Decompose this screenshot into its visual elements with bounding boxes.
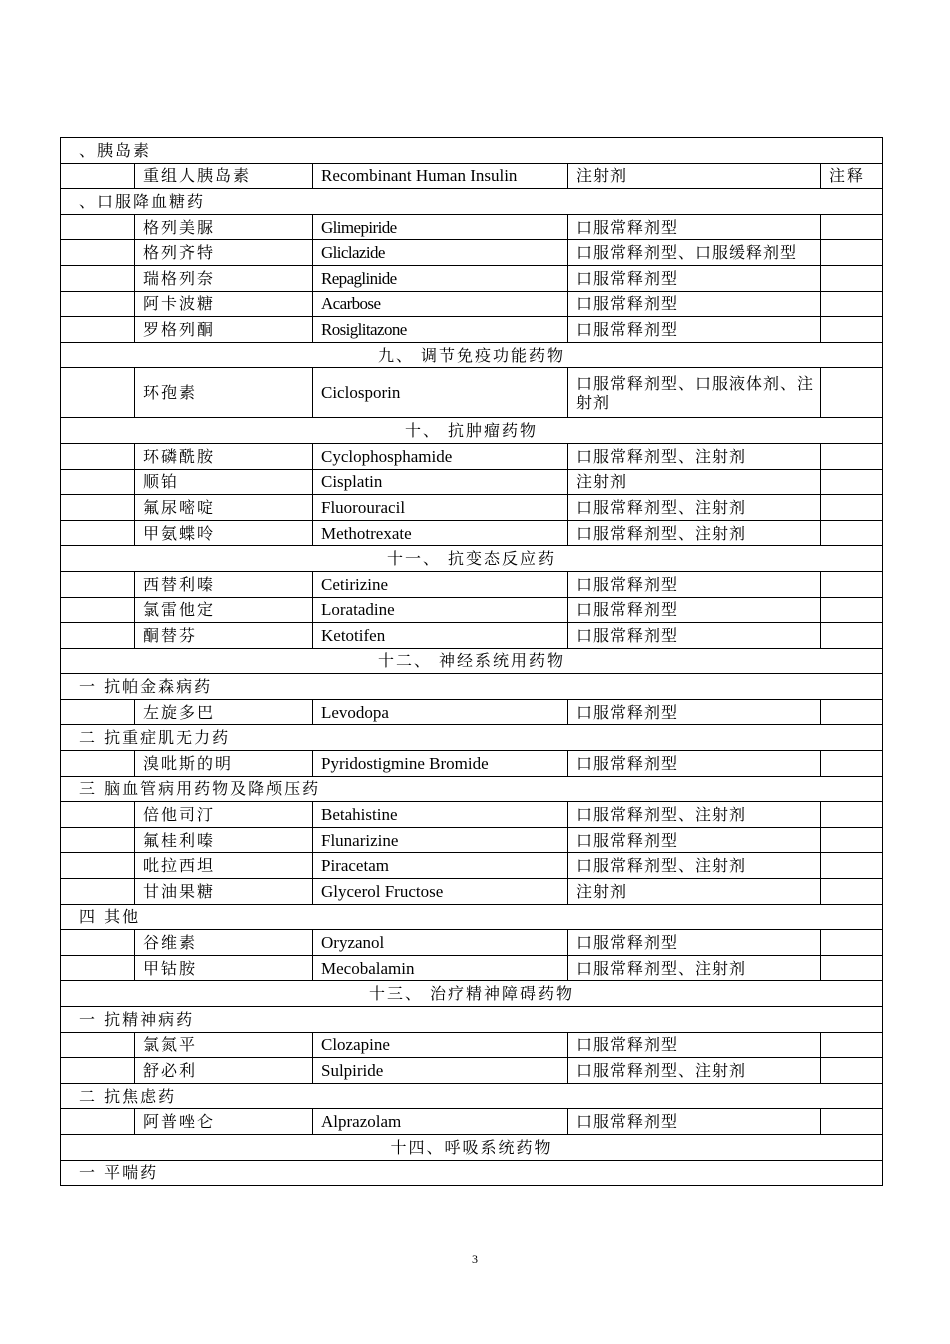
remark [821, 291, 883, 317]
remark [821, 520, 883, 546]
remark [821, 1032, 883, 1058]
remark [821, 827, 883, 853]
category-heading-row [61, 648, 883, 674]
indent-cell [61, 291, 135, 317]
dosage-form: 口服常释剂型 [568, 827, 821, 853]
drug-name-en: Recombinant Human Insulin [313, 163, 568, 189]
table-row [61, 802, 883, 828]
remark: 注释 [821, 163, 883, 189]
remark [821, 955, 883, 981]
indent-cell [61, 495, 135, 521]
drug-name-cn: 溴吡斯的明 [135, 751, 313, 777]
drug-name-en: Rosiglitazone [313, 317, 568, 343]
drug-name-cn: 格列美脲 [135, 214, 313, 240]
table-row [61, 214, 883, 240]
dosage-form: 口服常释剂型、口服缓释剂型 [568, 240, 821, 266]
category-heading-row [61, 546, 883, 572]
table-row [61, 597, 883, 623]
table-row [61, 317, 883, 343]
dosage-form: 口服常释剂型 [568, 214, 821, 240]
drug-name-cn: 甘油果糖 [135, 879, 313, 905]
indent-cell [61, 163, 135, 189]
drug-name-cn: 谷维素 [135, 930, 313, 956]
section-row [61, 1007, 883, 1033]
dosage-form: 口服常释剂型 [568, 1032, 821, 1058]
drug-name-cn: 甲钴胺 [135, 955, 313, 981]
section-title: 、口服降血糖药 [61, 189, 883, 215]
dosage-form: 口服常释剂型、注射剂 [568, 853, 821, 879]
drug-name-cn: 环孢素 [135, 368, 313, 418]
dosage-form: 注射剂 [568, 163, 821, 189]
section-row [61, 674, 883, 700]
dosage-form: 口服常释剂型 [568, 623, 821, 649]
category-heading-row [61, 418, 883, 444]
category-heading-row [61, 1134, 883, 1160]
category-heading: 十三、 治疗精神障碍药物 [61, 981, 883, 1007]
dosage-form: 口服常释剂型、注射剂 [568, 1058, 821, 1084]
dosage-form: 口服常释剂型 [568, 751, 821, 777]
indent-cell [61, 751, 135, 777]
remark [821, 1058, 883, 1084]
table-row [61, 571, 883, 597]
dosage-form: 注射剂 [568, 469, 821, 495]
indent-cell [61, 214, 135, 240]
dosage-form: 口服常释剂型 [568, 1109, 821, 1135]
drug-name-cn: 阿卡波糖 [135, 291, 313, 317]
indent-cell [61, 265, 135, 291]
remark [821, 469, 883, 495]
indent-cell [61, 1058, 135, 1084]
section-row [61, 904, 883, 930]
table-row [61, 623, 883, 649]
section-title: 、胰岛素 [61, 138, 883, 164]
section-title: 一 平喘药 [61, 1160, 883, 1186]
drug-name-en: Clozapine [313, 1032, 568, 1058]
dosage-form: 口服常释剂型、注射剂 [568, 443, 821, 469]
table-row [61, 827, 883, 853]
drug-name-cn: 氟桂利嗪 [135, 827, 313, 853]
section-title: 一 抗帕金森病药 [61, 674, 883, 700]
remark [821, 317, 883, 343]
remark [821, 571, 883, 597]
indent-cell [61, 853, 135, 879]
page-number: 3 [472, 1252, 478, 1266]
section-row [61, 189, 883, 215]
table-row [61, 368, 883, 418]
remark [821, 214, 883, 240]
category-heading-row [61, 981, 883, 1007]
drug-name-cn: 氯雷他定 [135, 597, 313, 623]
section-title: 三 脑血管病用药物及降颅压药 [61, 776, 883, 802]
remark [821, 699, 883, 725]
drug-name-en: Acarbose [313, 291, 568, 317]
drug-name-en: Ketotifen [313, 623, 568, 649]
dosage-form: 口服常释剂型 [568, 291, 821, 317]
category-heading: 十二、 神经系统用药物 [61, 648, 883, 674]
table-row [61, 1109, 883, 1135]
table-row [61, 291, 883, 317]
remark [821, 879, 883, 905]
indent-cell [61, 317, 135, 343]
table-row [61, 751, 883, 777]
drug-catalog-table [60, 137, 883, 1186]
remark [821, 265, 883, 291]
section-row [61, 776, 883, 802]
indent-cell [61, 930, 135, 956]
drug-name-cn: 倍他司汀 [135, 802, 313, 828]
indent-cell [61, 802, 135, 828]
remark [821, 495, 883, 521]
drug-name-cn: 左旋多巴 [135, 699, 313, 725]
category-heading: 九、 调节免疫功能药物 [61, 342, 883, 368]
drug-name-en: Cisplatin [313, 469, 568, 495]
table-row [61, 495, 883, 521]
dosage-form: 口服常释剂型、注射剂 [568, 955, 821, 981]
drug-name-cn: 顺铂 [135, 469, 313, 495]
drug-name-en: Ciclosporin [313, 368, 568, 418]
indent-cell [61, 699, 135, 725]
section-title: 一 抗精神病药 [61, 1007, 883, 1033]
drug-name-en: Repaglinide [313, 265, 568, 291]
dosage-form: 注射剂 [568, 879, 821, 905]
indent-cell [61, 443, 135, 469]
category-heading: 十、 抗肿瘤药物 [61, 418, 883, 444]
drug-name-en: Glimepiride [313, 214, 568, 240]
indent-cell [61, 571, 135, 597]
remark [821, 623, 883, 649]
table-row [61, 1032, 883, 1058]
indent-cell [61, 623, 135, 649]
category-heading: 十一、 抗变态反应药 [61, 546, 883, 572]
category-heading: 十四、呼吸系统药物 [61, 1134, 883, 1160]
indent-cell [61, 597, 135, 623]
dosage-form: 口服常释剂型 [568, 571, 821, 597]
remark [821, 802, 883, 828]
drug-name-en: Cetirizine [313, 571, 568, 597]
table-row [61, 163, 883, 189]
table-row [61, 265, 883, 291]
drug-name-en: Cyclophosphamide [313, 443, 568, 469]
drug-name-cn: 重组人胰岛素 [135, 163, 313, 189]
dosage-form: 口服常释剂型 [568, 317, 821, 343]
drug-name-en: Levodopa [313, 699, 568, 725]
section-row [61, 1083, 883, 1109]
table-row [61, 955, 883, 981]
drug-name-cn: 阿普唑仑 [135, 1109, 313, 1135]
remark [821, 1109, 883, 1135]
drug-name-cn: 罗格列酮 [135, 317, 313, 343]
drug-name-cn: 吡拉西坦 [135, 853, 313, 879]
table-row [61, 443, 883, 469]
drug-name-en: Loratadine [313, 597, 568, 623]
dosage-form: 口服常释剂型、注射剂 [568, 802, 821, 828]
remark [821, 368, 883, 418]
indent-cell [61, 955, 135, 981]
indent-cell [61, 827, 135, 853]
remark [821, 853, 883, 879]
drug-name-cn: 舒必利 [135, 1058, 313, 1084]
dosage-form: 口服常释剂型、注射剂 [568, 495, 821, 521]
section-title: 二 抗焦虑药 [61, 1083, 883, 1109]
table-row [61, 699, 883, 725]
section-row [61, 725, 883, 751]
table-row [61, 469, 883, 495]
table-row [61, 853, 883, 879]
indent-cell [61, 469, 135, 495]
remark [821, 597, 883, 623]
section-row [61, 1160, 883, 1186]
drug-name-cn: 西替利嗪 [135, 571, 313, 597]
remark [821, 930, 883, 956]
drug-name-en: Pyridostigmine Bromide [313, 751, 568, 777]
table-row [61, 1058, 883, 1084]
section-row [61, 138, 883, 164]
drug-name-en: Methotrexate [313, 520, 568, 546]
dosage-form: 口服常释剂型 [568, 930, 821, 956]
drug-name-en: Glycerol Fructose [313, 879, 568, 905]
indent-cell [61, 1109, 135, 1135]
indent-cell [61, 368, 135, 418]
table-body [61, 138, 883, 1186]
drug-name-en: Fluorouracil [313, 495, 568, 521]
indent-cell [61, 240, 135, 266]
drug-name-en: Oryzanol [313, 930, 568, 956]
indent-cell [61, 520, 135, 546]
drug-name-en: Mecobalamin [313, 955, 568, 981]
table-row [61, 520, 883, 546]
indent-cell [61, 879, 135, 905]
section-title: 四 其他 [61, 904, 883, 930]
drug-name-cn: 氟尿嘧啶 [135, 495, 313, 521]
remark [821, 240, 883, 266]
table-row [61, 930, 883, 956]
drug-name-cn: 酮替芬 [135, 623, 313, 649]
drug-name-cn: 甲氨蝶呤 [135, 520, 313, 546]
dosage-form: 口服常释剂型 [568, 265, 821, 291]
remark [821, 443, 883, 469]
table-row [61, 879, 883, 905]
table-row [61, 240, 883, 266]
drug-name-en: Sulpiride [313, 1058, 568, 1084]
drug-name-en: Piracetam [313, 853, 568, 879]
drug-name-en: Betahistine [313, 802, 568, 828]
drug-name-en: Alprazolam [313, 1109, 568, 1135]
drug-name-en: Flunarizine [313, 827, 568, 853]
remark [821, 751, 883, 777]
dosage-form: 口服常释剂型、口服液体剂、注射剂 [568, 368, 821, 418]
drug-name-en: Gliclazide [313, 240, 568, 266]
category-heading-row [61, 342, 883, 368]
indent-cell [61, 1032, 135, 1058]
dosage-form: 口服常释剂型、注射剂 [568, 520, 821, 546]
drug-name-cn: 环磷酰胺 [135, 443, 313, 469]
dosage-form: 口服常释剂型 [568, 699, 821, 725]
dosage-form: 口服常释剂型 [568, 597, 821, 623]
drug-name-cn: 瑞格列奈 [135, 265, 313, 291]
section-title: 二 抗重症肌无力药 [61, 725, 883, 751]
drug-name-cn: 格列齐特 [135, 240, 313, 266]
drug-name-cn: 氯氮平 [135, 1032, 313, 1058]
